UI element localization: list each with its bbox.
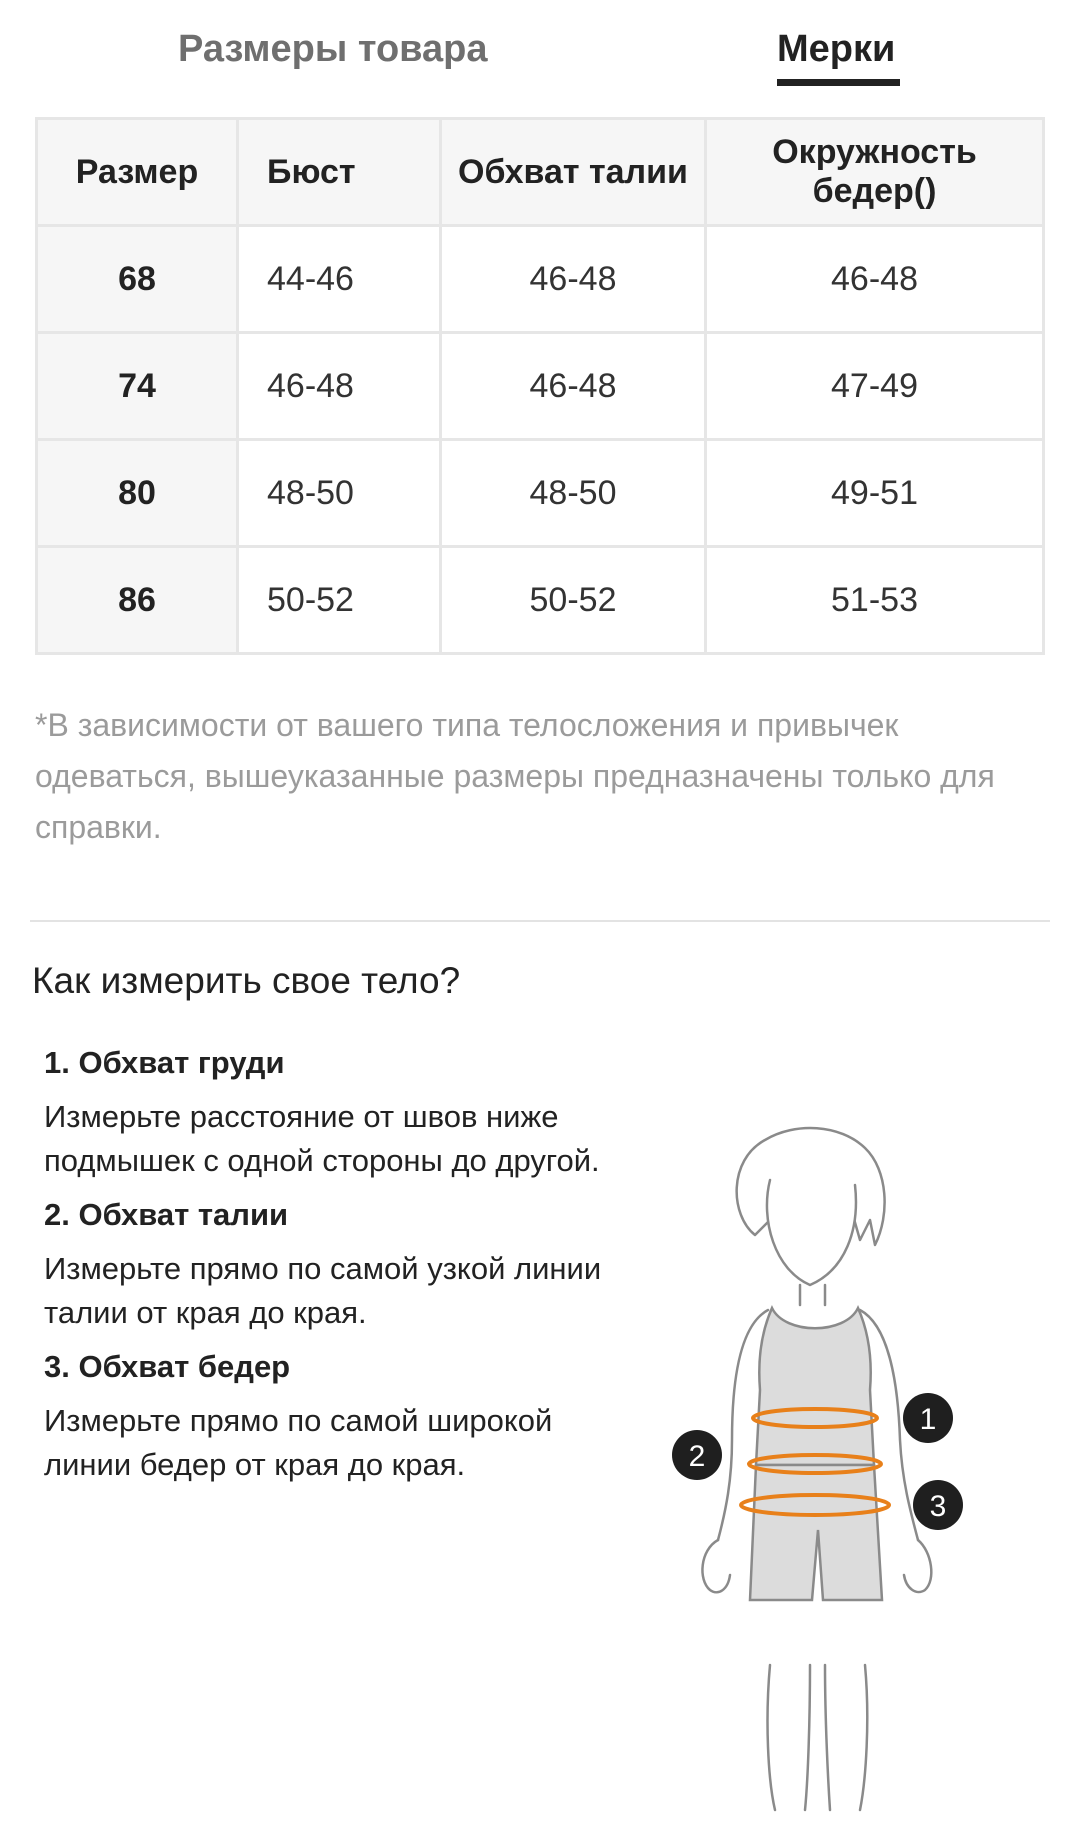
shorts-shape xyxy=(750,1465,882,1600)
marker-3-label: 3 xyxy=(929,1490,947,1523)
table-header-row xyxy=(37,119,1044,226)
measurement-steps xyxy=(44,1045,614,1501)
left-leg-shape xyxy=(768,1665,810,1810)
tab-product-sizes[interactable]: Размеры товара xyxy=(178,28,488,70)
cell-hips: 47-49 xyxy=(706,333,1044,440)
header-size: Размер xyxy=(37,119,238,226)
cell-bust: 48-50 xyxy=(238,440,441,547)
step-waist-title: 2. Обхват талии xyxy=(44,1197,289,1232)
left-hand-shape xyxy=(702,1540,730,1592)
cell-hips: 51-53 xyxy=(706,547,1044,654)
cell-waist: 46-48 xyxy=(441,226,706,333)
tank-top-shape xyxy=(756,1308,874,1465)
cell-waist: 46-48 xyxy=(441,333,706,440)
table-row xyxy=(37,440,1044,547)
cell-hips: 49-51 xyxy=(706,440,1044,547)
cell-waist: 50-52 xyxy=(441,547,706,654)
cell-size: 74 xyxy=(37,333,238,440)
table-row xyxy=(37,547,1044,654)
marker-1-label: 1 xyxy=(919,1403,937,1436)
right-hand-shape xyxy=(904,1540,931,1592)
cell-hips: 46-48 xyxy=(706,226,1044,333)
header-bust: Бюст xyxy=(238,119,441,226)
cell-waist: 48-50 xyxy=(441,440,706,547)
marker-2-label: 2 xyxy=(688,1440,706,1473)
size-table xyxy=(35,117,1045,655)
size-disclaimer: *В зависимости от вашего типа телосложения и привычек одеваться, вышеуказанные размеры предназначены только для справки. xyxy=(35,707,995,845)
table-row xyxy=(37,333,1044,440)
child-figure-illustration xyxy=(660,1120,980,1820)
header-hips: Окружность бедер() xyxy=(706,119,1044,226)
tab-measurements[interactable]: Мерки xyxy=(777,28,896,70)
cell-bust: 50-52 xyxy=(238,547,441,654)
cell-bust: 44-46 xyxy=(238,226,441,333)
step-hips-title: 3. Обхват бедер xyxy=(44,1349,291,1384)
step-waist-text: Измерьте прямо по самой узкой линии талии от края до края. xyxy=(44,1251,602,1330)
table-row xyxy=(37,226,1044,333)
step-chest-text: Измерьте расстояние от швов ниже подмышек с одной стороны до другой. xyxy=(44,1099,600,1178)
active-tab-indicator xyxy=(777,79,900,86)
head-shape xyxy=(767,1180,856,1285)
section-divider xyxy=(30,920,1050,922)
cell-size: 86 xyxy=(37,547,238,654)
header-waist: Обхват талии xyxy=(441,119,706,226)
cell-bust: 46-48 xyxy=(238,333,441,440)
cell-size: 68 xyxy=(37,226,238,333)
how-to-measure-title: Как измерить свое тело? xyxy=(32,960,461,1001)
neck-shape xyxy=(800,1285,825,1305)
cell-size: 80 xyxy=(37,440,238,547)
tab-bar xyxy=(0,0,1080,100)
step-hips-text: Измерьте прямо по самой широкой линии бедер от края до края. xyxy=(44,1403,553,1482)
step-chest-title: 1. Обхват груди xyxy=(44,1045,285,1080)
right-leg-shape xyxy=(825,1665,867,1810)
